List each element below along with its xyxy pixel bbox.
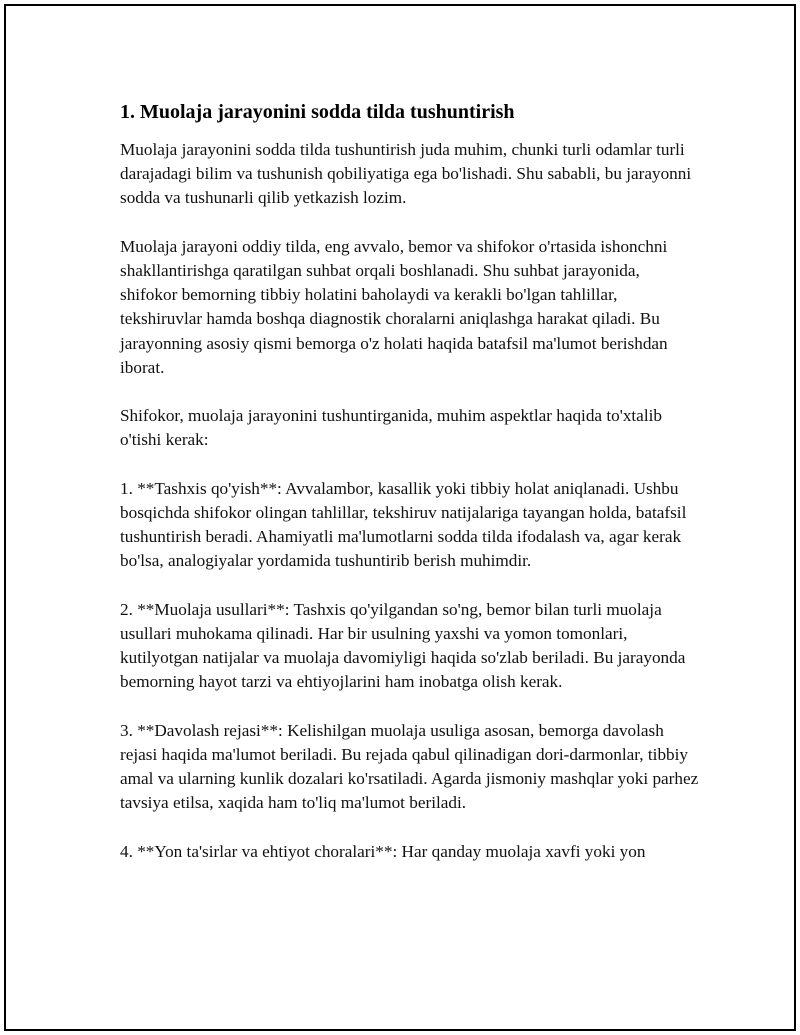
section-heading: 1. Muolaja jarayonini sodda tilda tushuntirish	[120, 101, 515, 123]
list-item-diagnosis: 1. **Tashxis qo'yish**: Avvalambor, kasallik yoki tibbiy holat aniqlanadi. Ushbu bosqichda shifokor olingan tahlillar, tekshiruv natijalariga tayangan holda, batafsil tushuntirish beradi. Ahamiyatli ma'lumotlarni sodda tilda ifodalash va, agar kerak bo'lsa, analogiyalar yordamida tushuntirib berish muhimdir.	[120, 478, 687, 571]
list-item-treatment-methods: 2. **Muolaja usullari**: Tashxis qo'yilgandan so'ng, bemor bilan turli muolaja usullari muhokama qilinadi. Har bir usulning yaxshi va yomon tomonlari, kutilyotgan natijalar va muolaja davomiyligi haqida so'zlab beriladi. Bu jarayonda bemorning hayot tarzi va ehtiyojlarini ham inobatga olish kerak.	[120, 599, 686, 692]
page-frame	[4, 4, 796, 1031]
aspects-intro-paragraph: Shifokor, muolaja jarayonini tushuntirganida, muhim aspektlar haqida to'xtalib o'tishi kerak:	[120, 406, 662, 450]
intro-paragraph: Muolaja jarayonini sodda tilda tushuntirish juda muhim, chunki turli odamlar turli darajadagi bilim va tushunish qobiliyatiga ega bo'lishadi. Shu sababli, bu jarayonni sodda va tushunarli qilib yetkazish lozim.	[120, 140, 692, 208]
document-body	[120, 98, 700, 888]
list-item-treatment-plan: 3. **Davolash rejasi**: Kelishilgan muolaja usuliga asosan, bemorga davolash rejasi haqida ma'lumot beriladi. Bu rejada qabul qilinadigan dori-darmonlar, tibbiy amal va ularning kunlik dozalari ko'rsatiladi. Agarda jismoniy mashqlar yoki parhez tavsiya etilsa, xaqida ham to'liq ma'lumot beriladi.	[120, 720, 699, 813]
process-paragraph: Muolaja jarayoni oddiy tilda, eng avvalo, bemor va shifokor o'rtasida ishonchni shakllantirishga qaratilgan suhbat orqali boshlanadi. Shu suhbat jarayonida, shifokor bemorning tibbiy holatini baholaydi va kerakli bo'lgan tahlillar, tekshiruvlar hamda boshqa diagnostik choralarni aniqlashga harakat qiladi. Bu jarayonning asosiy qismi bemorga o'z holati haqida batafsil ma'lumot berishdan iborat.	[120, 236, 668, 377]
list-item-side-effects: 4. **Yon ta'sirlar va ehtiyot choralari**: Har qanday muolaja xavfi yoki yon	[120, 841, 646, 861]
